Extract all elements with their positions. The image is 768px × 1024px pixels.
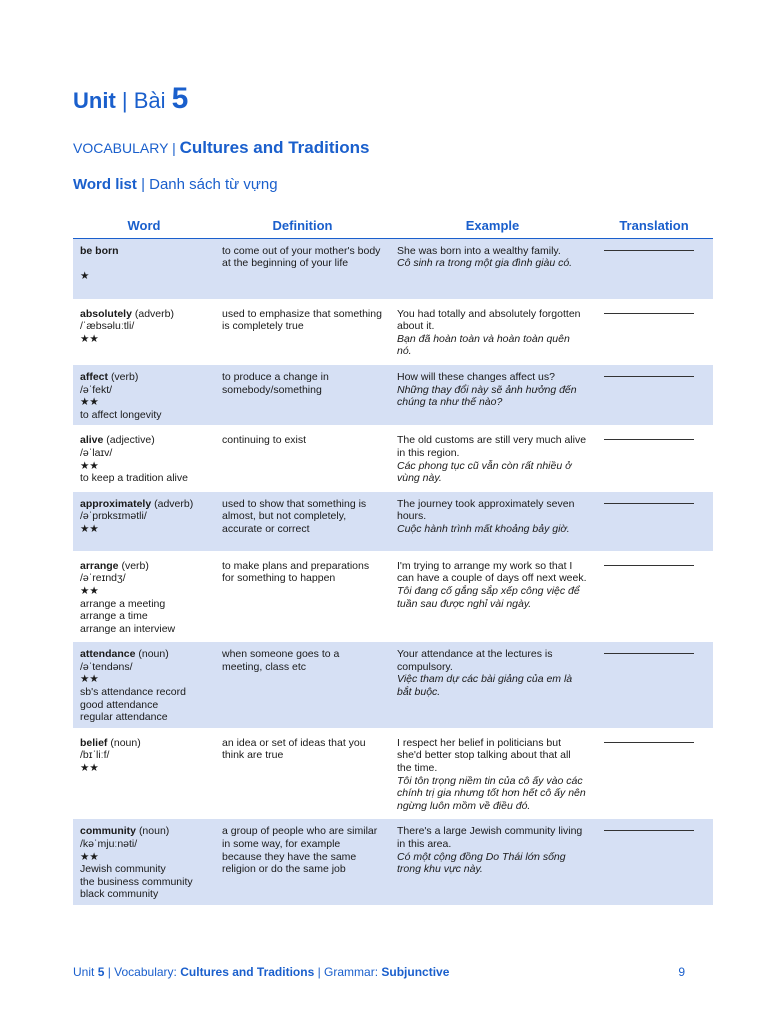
word-cell (73, 641, 215, 730)
word-ipa: /əˈreɪndʒ/ (80, 572, 126, 585)
table-header-row (73, 216, 713, 238)
word-line (80, 648, 207, 661)
frequency-stars: ★★ (80, 762, 99, 775)
definition-text: to come out of your mother's body at the beginning of your life (222, 244, 381, 270)
translation-cell (595, 729, 713, 818)
header-definition: Definition (215, 216, 390, 238)
example-english: I respect her belief in politicians but she'd better stop talking about that all the time. (397, 736, 571, 775)
example-cell (390, 300, 595, 363)
table-body (73, 238, 713, 906)
word-cell (73, 238, 215, 300)
table-row (73, 641, 713, 730)
word-line (80, 371, 207, 384)
example-english: I'm trying to arrange my work so that I can have a couple of days off next week. (397, 559, 587, 585)
word-ipa: /bɪˈliːf/ (80, 749, 110, 762)
word-pos: (verb) (110, 370, 139, 383)
translation-cell (595, 641, 713, 730)
word-term: alive (80, 434, 104, 447)
frequency-stars: ★★ (80, 332, 99, 345)
example-english: There's a large Jewish community living in this area. (397, 825, 583, 850)
frequency-stars: ★★ (80, 396, 99, 409)
word-term: attendance (80, 648, 136, 661)
word-term: affect (80, 370, 109, 383)
word-ipa: /əˈlaɪv/ (80, 446, 113, 459)
header-translation: Translation (595, 216, 713, 238)
word-pos: (verb) (121, 559, 149, 572)
translation-blank-line[interactable] (604, 250, 694, 251)
vocab-label: VOCABULARY | (73, 140, 176, 156)
example-cell (390, 363, 595, 426)
definition-text: to produce a change in somebody/something (222, 370, 329, 396)
frequency-stars: ★★ (80, 673, 99, 686)
translation-blank-line[interactable] (604, 653, 694, 654)
example-vietnamese: Các phong tục cũ vẫn còn rất nhiều ở vùng này. (397, 459, 572, 485)
definition-text: continuing to exist (222, 434, 307, 447)
word-cell (73, 490, 215, 552)
footer-unit-number: 5 (97, 965, 105, 979)
example-english: She was born into a wealthy family. (397, 244, 561, 257)
translation-cell (595, 363, 713, 426)
example-vietnamese: Cuộc hành trình mất khoảng bảy giờ. (397, 522, 570, 535)
word-line (80, 498, 207, 511)
table-row (73, 729, 713, 818)
word-cell (73, 363, 215, 426)
word-line (80, 245, 207, 258)
word-ipa: /əˈtendəns/ (80, 660, 133, 673)
frequency-stars: ★★ (80, 850, 99, 863)
footer-vocab-label: | Vocabulary: (107, 965, 177, 979)
definition-text: a group of people who are similar in some way, for example because they have the same religion or do the same job (222, 825, 378, 876)
word-term: arrange (80, 559, 119, 572)
definition-cell (215, 238, 390, 300)
example-english: Your attendance at the lectures is compulsory. (397, 648, 553, 673)
translation-cell (595, 427, 713, 490)
bai-word: | Bài (121, 88, 166, 113)
example-cell (390, 490, 595, 552)
word-pos: (adverb) (134, 307, 174, 320)
table-row (73, 818, 713, 907)
footer-grammar-topic: Subjunctive (381, 965, 450, 979)
wordlist-heading (73, 176, 278, 193)
translation-cell (595, 552, 713, 641)
frequency-stars: ★★ (80, 584, 99, 597)
collocation: black community (80, 888, 159, 901)
example-english: You had totally and absolutely forgotten about it. (397, 307, 581, 333)
word-pos: (noun) (138, 825, 170, 838)
wordlist-vi: | Danh sách từ vựng (141, 176, 278, 193)
example-cell (390, 427, 595, 490)
definition-text: used to emphasize that something is completely true (222, 307, 382, 333)
translation-blank-line[interactable] (604, 742, 694, 743)
definition-cell (215, 729, 390, 818)
collocation: good attendance (80, 698, 159, 711)
definition-text: when someone goes to a meeting, class etc (222, 648, 340, 673)
collocation: arrange a time (80, 610, 148, 623)
word-pos: (adverb) (154, 497, 194, 510)
word-ipa: /əˈprɒksɪmətli/ (80, 510, 147, 523)
word-ipa: /kəˈmjuːnəti/ (80, 838, 138, 850)
definition-cell (215, 818, 390, 907)
example-vietnamese: Tôi đang cố gắng sắp xếp công việc để tuần sau được nghỉ vài ngày. (397, 584, 580, 610)
translation-cell (595, 490, 713, 552)
word-line (80, 308, 207, 321)
frequency-stars: ★★ (80, 522, 99, 535)
example-vietnamese: Bạn đã hoàn toàn và hoàn toàn quên nó. (397, 332, 570, 358)
word-pos: (noun) (110, 736, 141, 749)
collocation: to keep a tradition alive (80, 472, 188, 485)
word-term: belief (80, 736, 108, 749)
collocation: arrange an interview (80, 622, 176, 635)
translation-cell (595, 818, 713, 907)
word-term: be born (80, 244, 119, 257)
example-vietnamese: Cô sinh ra trong một gia đình giàu có. (397, 257, 573, 270)
definition-cell (215, 427, 390, 490)
table-row (73, 427, 713, 490)
example-vietnamese: Tôi tôn trọng niềm tin của cô ấy vào các chính trị gia nhưng tốt hơn hết cô ấy nên ngừng luôn mồm về điều đó. (397, 774, 586, 812)
table-row (73, 238, 713, 300)
word-term: community (80, 825, 137, 838)
word-ipa: /ˈæbsəluːtli/ (80, 320, 135, 333)
word-cell (73, 300, 215, 363)
translation-blank-line[interactable] (604, 439, 694, 440)
example-cell (390, 818, 595, 907)
example-cell (390, 238, 595, 300)
word-term: absolutely (80, 307, 132, 320)
translation-blank-line[interactable] (604, 830, 694, 831)
table-row (73, 300, 713, 363)
definition-text: used to show that something is almost, but not completely, accurate or correct (222, 497, 367, 535)
word-pos: (noun) (138, 648, 169, 661)
example-vietnamese: Việc tham dự các bài giảng của em là bắt buộc. (397, 673, 573, 699)
word-line (80, 560, 207, 573)
word-line (80, 825, 207, 838)
table-row (73, 490, 713, 552)
collocation: sb's attendance record (80, 686, 186, 699)
example-vietnamese: Có một cộng đồng Do Thái lớn sống trong khu vực này. (397, 850, 566, 876)
translation-blank-line[interactable] (604, 376, 694, 377)
footer-grammar-label: | Grammar: (317, 965, 379, 979)
header-word: Word (73, 216, 215, 238)
definition-cell (215, 300, 390, 363)
word-cell (73, 552, 215, 641)
definition-cell (215, 363, 390, 426)
example-english: The journey took approximately seven hours. (397, 497, 575, 523)
translation-blank-line[interactable] (604, 313, 694, 314)
translation-blank-line[interactable] (604, 565, 694, 566)
table-row (73, 552, 713, 641)
translation-blank-line[interactable] (604, 503, 694, 504)
word-ipa-spacer (80, 257, 207, 270)
definition-text: an idea or set of ideas that you think are true (222, 736, 366, 762)
collocation: arrange a meeting (80, 597, 166, 610)
collocation: Jewish community (80, 863, 166, 876)
word-ipa: /əˈfekt/ (80, 383, 113, 396)
definition-cell (215, 641, 390, 730)
word-term: approximately (80, 497, 152, 510)
example-english: How will these changes affect us? (397, 370, 555, 383)
word-cell (73, 427, 215, 490)
word-cell (73, 818, 215, 907)
wordlist-label: Word list (73, 176, 137, 193)
page-number: 9 (678, 965, 685, 979)
word-cell (73, 729, 215, 818)
unit-title (73, 82, 188, 116)
example-cell (390, 552, 595, 641)
footer-vocab-topic: Cultures and Traditions (180, 965, 315, 979)
frequency-stars: ★ (80, 269, 90, 282)
collocation: to affect longevity (80, 408, 162, 421)
example-english: The old customs are still very much alive in this region. (397, 434, 587, 459)
example-cell (390, 641, 595, 730)
section-heading (73, 138, 369, 158)
definition-cell (215, 552, 390, 641)
example-cell (390, 729, 595, 818)
example-vietnamese: Những thay đổi này sẽ ảnh hưởng đến chúng ta như thế nào? (397, 383, 577, 409)
collocation: the business community (80, 875, 193, 888)
unit-number: 5 (171, 82, 189, 115)
table-row (73, 363, 713, 426)
collocation: regular attendance (80, 711, 168, 724)
word-line (80, 434, 207, 447)
header-example: Example (390, 216, 595, 238)
word-line (80, 737, 207, 750)
footer-unit-prefix: Unit (73, 965, 95, 979)
definition-text: to make plans and preparations for something to happen (222, 559, 370, 585)
vocabulary-table (73, 216, 713, 908)
frequency-stars: ★★ (80, 459, 99, 472)
word-pos: (adjective) (106, 434, 155, 447)
unit-word: Unit (73, 88, 116, 113)
topic-title: Cultures and Traditions (179, 138, 370, 157)
translation-cell (595, 238, 713, 300)
page-footer (73, 965, 713, 979)
translation-cell (595, 300, 713, 363)
definition-cell (215, 490, 390, 552)
